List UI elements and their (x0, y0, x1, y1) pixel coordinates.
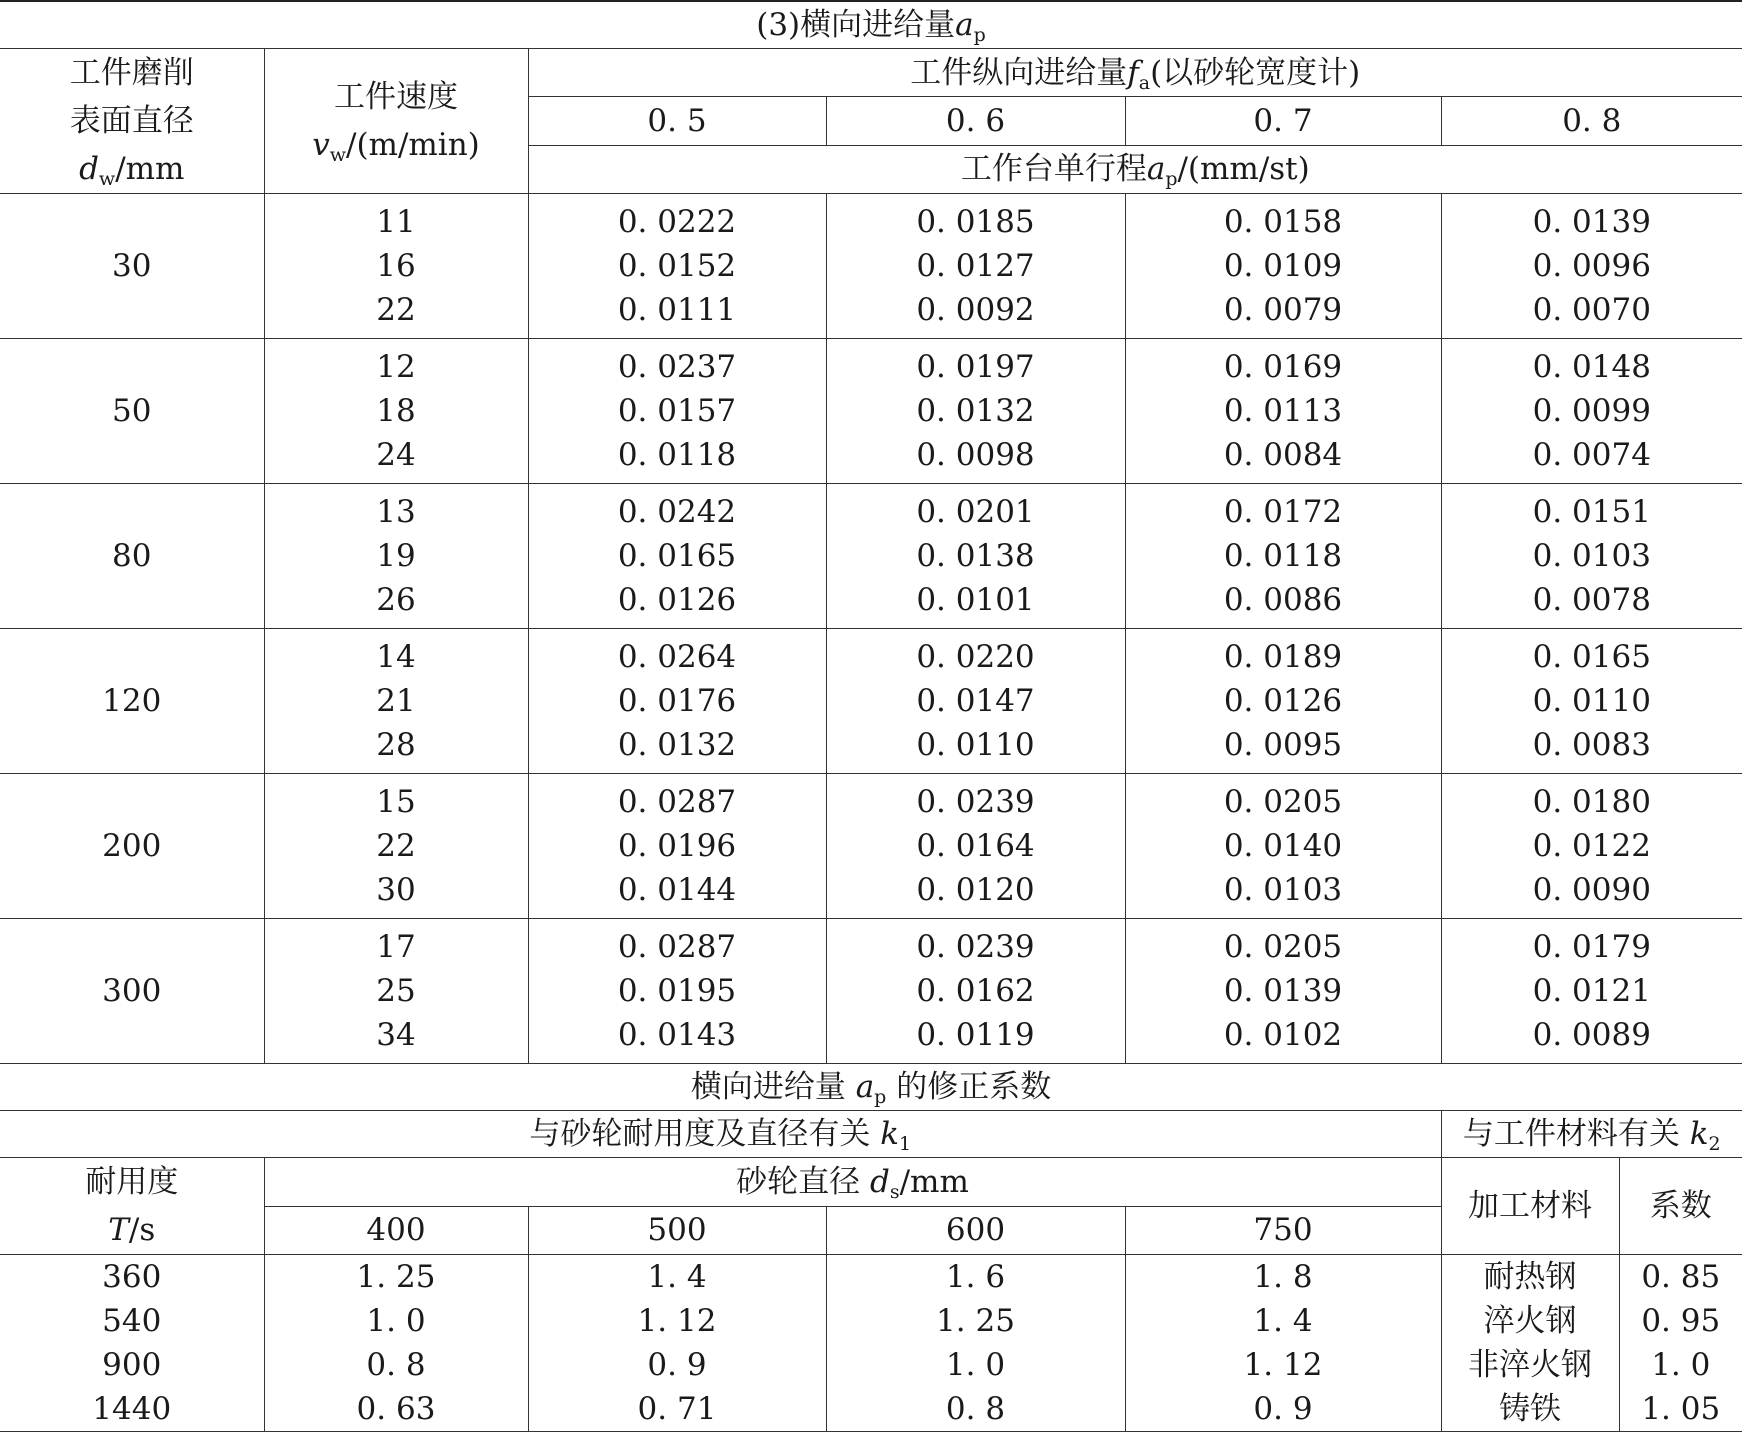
value-cell: 0. 0151 0. 0103 0. 0078 (1441, 484, 1742, 629)
diameter-cell: 80 (0, 484, 264, 629)
value-cell: 0. 0179 0. 0121 0. 0089 (1441, 919, 1742, 1064)
k1-header: 与砂轮耐用度及直径有关 $k_1$ (0, 1111, 1441, 1158)
value-cell: 0. 0197 0. 0132 0. 0098 (826, 339, 1125, 484)
stroke-header: 工作台单行程$a_p/(mm/st)$ (528, 145, 1742, 193)
value-cell: 0. 0239 0. 0164 0. 0120 (826, 774, 1125, 919)
wheel-diameter-header: 砂轮直径 $d_s/mm$ (264, 1158, 1441, 1207)
material-values: 耐热钢 淬火钢 非淬火钢 铸铁 (1441, 1255, 1619, 1432)
value-cell: 0. 0287 0. 0195 0. 0143 (528, 919, 826, 1064)
value-cell: 0. 0201 0. 0138 0. 0101 (826, 484, 1125, 629)
value-cell: 0. 0220 0. 0147 0. 0110 (826, 629, 1125, 774)
k1-value-cell: 1. 4 1. 12 0. 9 0. 71 (528, 1255, 826, 1432)
value-cell: 0. 0239 0. 0162 0. 0119 (826, 919, 1125, 1064)
value-cell: 0. 0158 0. 0109 0. 0079 (1125, 194, 1441, 339)
value-cell: 0. 0222 0. 0152 0. 0111 (528, 194, 826, 339)
diameter-cell: 120 (0, 629, 264, 774)
value-cell: 0. 0172 0. 0118 0. 0086 (1125, 484, 1441, 629)
diameter-cell: 200 (0, 774, 264, 919)
durability-values: 360 540 900 1440 (0, 1255, 264, 1432)
speed-cell: 13 19 26 (264, 484, 528, 629)
value-cell: 0. 0205 0. 0140 0. 0103 (1125, 774, 1441, 919)
value-cell: 0. 0287 0. 0196 0. 0144 (528, 774, 826, 919)
value-cell: 0. 0189 0. 0126 0. 0095 (1125, 629, 1441, 774)
value-cell: 0. 0165 0. 0110 0. 0083 (1441, 629, 1742, 774)
wheel-col-3: 750 (1125, 1206, 1441, 1255)
value-cell: 0. 0205 0. 0139 0. 0102 (1125, 919, 1441, 1064)
value-cell: 0. 0180 0. 0122 0. 0090 (1441, 774, 1742, 919)
correction-title: 横向进给量 $a_p$ 的修正系数 (0, 1064, 1742, 1111)
wheel-col-1: 500 (528, 1206, 826, 1255)
speed-cell: 15 22 30 (264, 774, 528, 919)
material-header: 加工材料 (1441, 1158, 1619, 1255)
wheel-col-2: 600 (826, 1206, 1125, 1255)
feed-col-0: 0. 5 (528, 97, 826, 145)
speed-cell: 12 18 24 (264, 339, 528, 484)
value-cell: 0. 0242 0. 0165 0. 0126 (528, 484, 826, 629)
diameter-header: 工件磨削 表面直径 $d_w/mm$ (0, 49, 264, 194)
speed-header: 工件速度 $v_w/(m/\min)$ (264, 49, 528, 194)
value-cell: 0. 0185 0. 0127 0. 0092 (826, 194, 1125, 339)
value-cell: 0. 0237 0. 0157 0. 0118 (528, 339, 826, 484)
value-cell: 0. 0169 0. 0113 0. 0084 (1125, 339, 1441, 484)
diameter-cell: 50 (0, 339, 264, 484)
value-cell: 0. 0148 0. 0099 0. 0074 (1441, 339, 1742, 484)
k1-value-cell: 1. 8 1. 4 1. 12 0. 9 (1125, 1255, 1441, 1432)
k1-value-cell: 1. 6 1. 25 1. 0 0. 8 (826, 1255, 1125, 1432)
speed-cell: 14 21 28 (264, 629, 528, 774)
coefficient-values: 0. 85 0. 95 1. 0 1. 05 (1619, 1255, 1742, 1432)
value-cell: 0. 0264 0. 0176 0. 0132 (528, 629, 826, 774)
feed-col-2: 0. 7 (1125, 97, 1441, 145)
feed-col-1: 0. 6 (826, 97, 1125, 145)
diameter-cell: 300 (0, 919, 264, 1064)
speed-cell: 11 16 22 (264, 194, 528, 339)
diameter-cell: 30 (0, 194, 264, 339)
feed-header: 工件纵向进给量$f_a$(以砂轮宽度计) (528, 49, 1742, 97)
coefficient-header: 系数 (1619, 1158, 1742, 1255)
feed-col-3: 0. 8 (1441, 97, 1742, 145)
section-title: (3)横向进给量$a_p$ (0, 1, 1742, 49)
k2-header: 与工件材料有关 $k_2$ (1441, 1111, 1742, 1158)
wheel-col-0: 400 (264, 1206, 528, 1255)
durability-header: 耐用度 T/s (0, 1158, 264, 1255)
value-cell: 0. 0139 0. 0096 0. 0070 (1441, 194, 1742, 339)
k1-value-cell: 1. 25 1. 0 0. 8 0. 63 (264, 1255, 528, 1432)
speed-cell: 17 25 34 (264, 919, 528, 1064)
